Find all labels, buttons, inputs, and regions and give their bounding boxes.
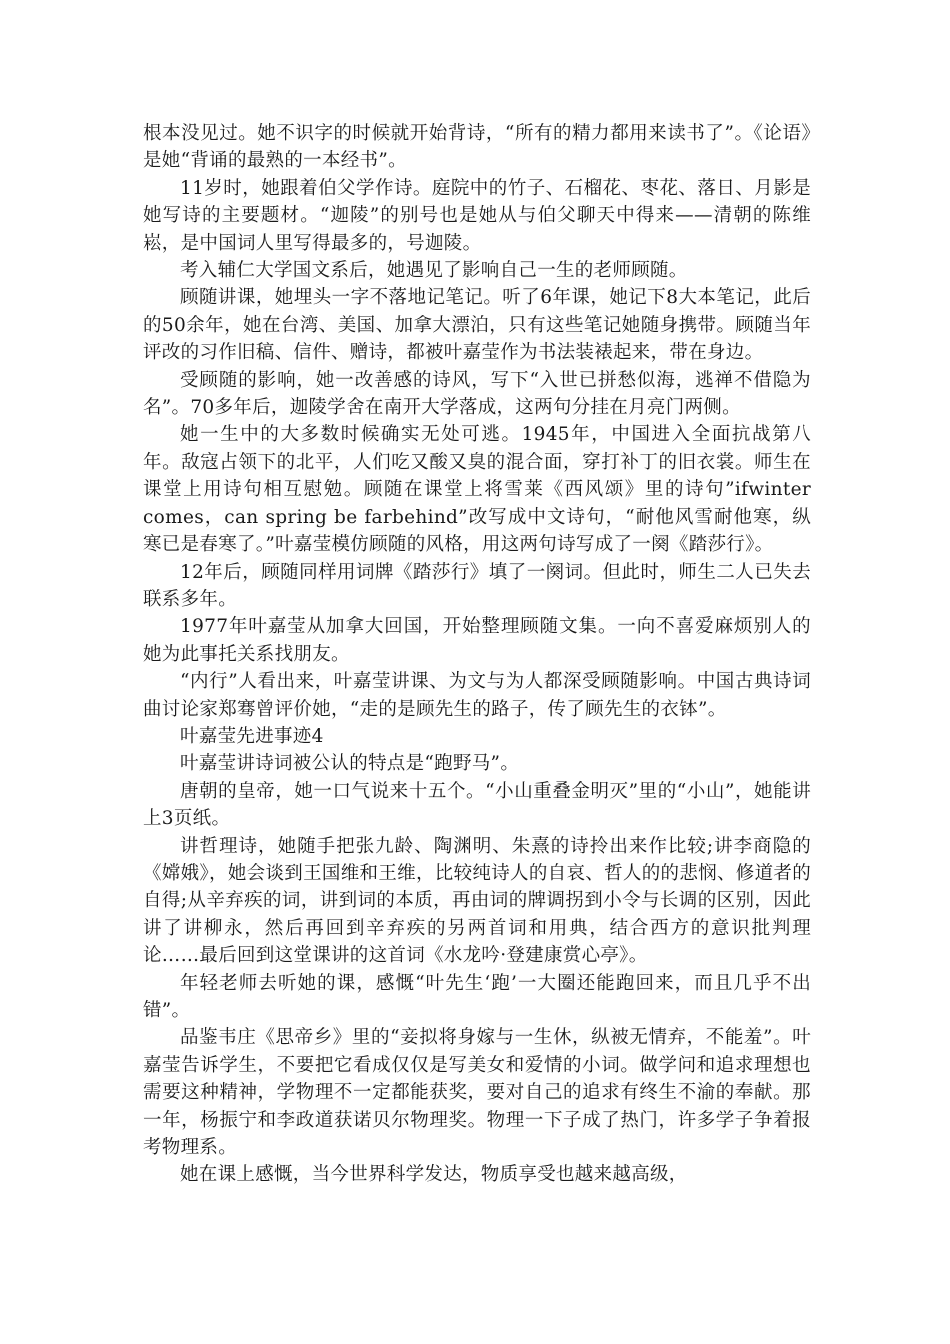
paragraph: 11岁时，她跟着伯父学作诗。庭院中的竹子、石榴花、枣花、落日、月影是她写诗的主要题材。“迦陵”的别号也是她从与伯父聊天中得来——清朝的陈维崧，是中国词人里写得最多的，号迦陵。	[143, 177, 811, 254]
paragraph: 12年后，顾随同样用词牌《踏莎行》填了一阕词。但此时，师生二人已失去联系多年。	[143, 561, 811, 610]
document-body	[143, 120, 811, 1189]
paragraph: 唐朝的皇帝，她一口气说来十五个。“小山重叠金明灭”里的“小山”，她能讲上3页纸。	[143, 780, 811, 830]
paragraph: 叶嘉莹讲诗词被公认的特点是“跑野马”。	[180, 753, 520, 775]
section-heading: 叶嘉莹先进事迹4	[180, 725, 324, 747]
paragraph: 她一生中的大多数时候确实无处可逃。1945年，中国进入全面抗战第八年。敌寇占领下的北平，人们吃又酸又臭的混合面，穿打补丁的旧衣裳。师生在课堂上用诗句相互慰勉。顾随在课堂上将雪莱《西风颂》里的诗句”ifwinter comes，can spring be farbehind”改写成中文诗句，“耐他风雪耐他寒，纵寒已是春寒了。”叶嘉莹模仿顾随的风格，用这两句诗写成了一阕《踏莎行》。	[143, 424, 811, 556]
paragraph: 品鉴韦庄《思帝乡》里的“妾拟将身嫁与一生休，纵被无情弃，不能羞”。叶嘉莹告诉学生，不要把它看成仅仅是写美女和爱情的小词。做学问和追求理想也需要这种精神，学物理不一定都能获奖，要对自己的追求有终生不渝的奉献。那一年，杨振宁和李政道获诺贝尔物理奖。物理一下子成了热门，许多学子争着报考物理系。	[143, 1027, 811, 1159]
paragraph: 年轻老师去听她的课，感慨“叶先生‘跑’一大圈还能跑回来，而且几乎不出错”。	[143, 972, 811, 1021]
paragraph: 1977年叶嘉莹从加拿大回国，开始整理顾随文集。一向不喜爱麻烦别人的她为此事托关系找朋友。	[143, 616, 811, 665]
paragraph: 顾随讲课，她埋头一字不落地记笔记。听了6年课，她记下8大本笔记，此后的50余年，她在台湾、美国、加拿大漂泊，只有这些笔记她随身携带。顾随当年评改的习作旧稿、信件、赠诗，都被叶嘉莹作为书法装裱起来，带在身边。	[143, 287, 811, 364]
paragraph: 讲哲理诗，她随手把张九龄、陶渊明、朱熹的诗拎出来作比较;讲李商隐的《嫦娥》，她会谈到王国维和王维，比较纯诗人的自哀、哲人的的悲悯、修道者的自得;从辛弃疾的词，讲到词的本质，再由词的牌调拐到小令与长调的区别，因此讲了讲柳永，然后再回到辛弃疾的另两首词和用典，结合西方的意识批判理论……最后回到这堂课讲的这首词《水龙吟·登建康赏心亭》。	[143, 835, 811, 967]
paragraph: “内行”人看出来，叶嘉莹讲课、为文与为人都深受顾随影响。中国古典诗词曲讨论家郑骞曾评价她，“走的是顾先生的路子，传了顾先生的衣钵”。	[143, 671, 811, 720]
paragraph: 考入辅仁大学国文系后，她遇见了影响自己一生的老师顾随。	[180, 260, 688, 282]
paragraph: 受顾随的影响，她一改善感的诗风，写下“入世已拼愁似海，逃禅不借隐为名”。70多年后，迦陵学舍在南开大学落成，这两句分挂在月亮门两侧。	[143, 369, 811, 419]
paragraph: 根本没见过。她不识字的时候就开始背诗，“所有的精力都用来读书了”。《论语》是她“背诵的最熟的一本经书”。	[143, 123, 811, 172]
paragraph: 她在课上感慨，当今世界科学发达，物质享受也越来越高级，	[180, 1164, 688, 1186]
